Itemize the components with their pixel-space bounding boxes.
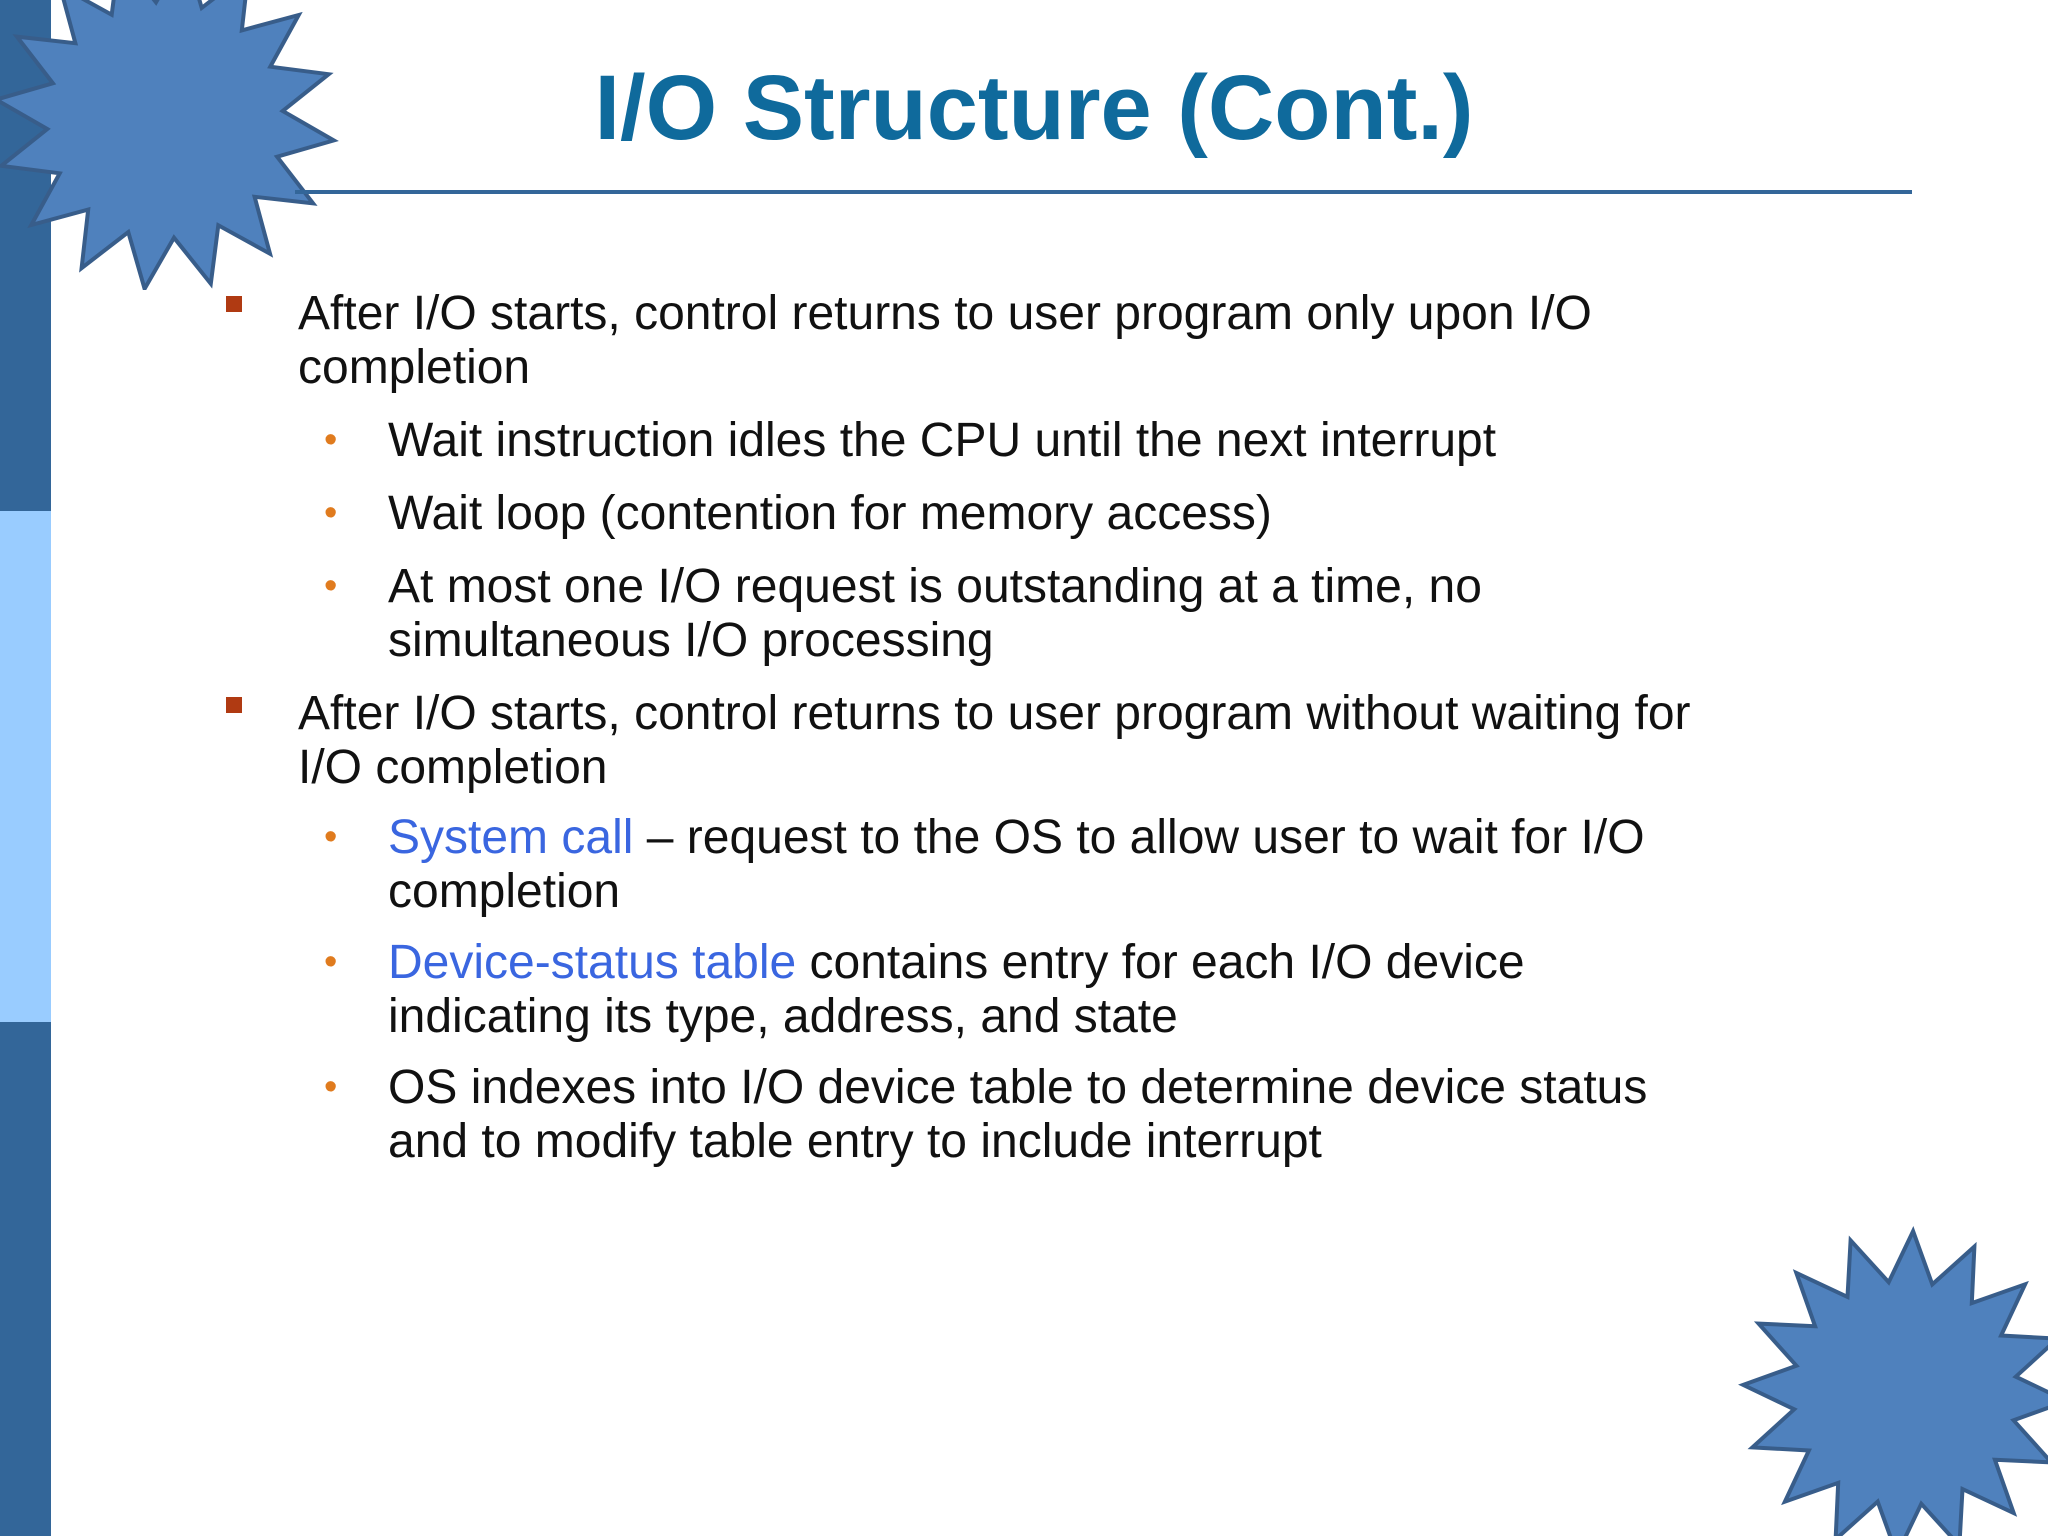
dot-bullet-icon: • <box>324 565 338 607</box>
bullet-1-sub-2: Wait loop (contention for memory access) <box>388 487 1272 540</box>
bullet-2-sub-2-line-2: indicating its type, address, and state <box>388 990 1178 1043</box>
dot-bullet-icon: • <box>324 419 338 461</box>
bullet-2-sub-1-line-2: completion <box>388 865 621 918</box>
bullet-1-line-1: After I/O starts, control returns to user program only upon I/O <box>298 287 1592 340</box>
term-device-status-table: Device-status table <box>388 936 797 989</box>
bullet-2-sub-1-line-1 <box>388 811 1645 865</box>
bullet-1-sub-1: Wait instruction idles the CPU until the next interrupt <box>388 414 1497 467</box>
bullet-1-sub-3-line-2: simultaneous I/O processing <box>388 614 994 667</box>
bullet-2-line-1: After I/O starts, control returns to user program without waiting for <box>298 687 1691 740</box>
dot-bullet-icon: • <box>324 492 338 534</box>
bullet-2-sub-1-rest: – request to the OS to allow user to wait for I/O <box>633 811 1645 864</box>
bullet-2-sub-3-line-1: OS indexes into I/O device table to determine device status <box>388 1061 1648 1114</box>
dot-bullet-icon: • <box>324 816 338 858</box>
dot-bullet-icon: • <box>324 1066 338 1108</box>
bullet-2-sub-2-line-1 <box>388 936 1525 990</box>
term-system-call: System call <box>388 811 634 864</box>
slide-title-text: I/O Structure (Cont.) <box>594 57 1474 159</box>
bullet-2-sub-3-line-2: and to modify table entry to include interrupt <box>388 1115 1322 1168</box>
bullet-1-sub-3-line-1: At most one I/O request is outstanding at a time, no <box>388 560 1482 613</box>
bullet-2-line-2: I/O completion <box>298 741 608 794</box>
square-bullet-icon <box>226 697 242 713</box>
bullet-2-sub-2-rest: contains entry for each I/O device <box>796 936 1525 989</box>
dot-bullet-icon: • <box>324 941 338 983</box>
square-bullet-icon <box>226 296 242 312</box>
bullet-1-line-2: completion <box>298 341 531 394</box>
